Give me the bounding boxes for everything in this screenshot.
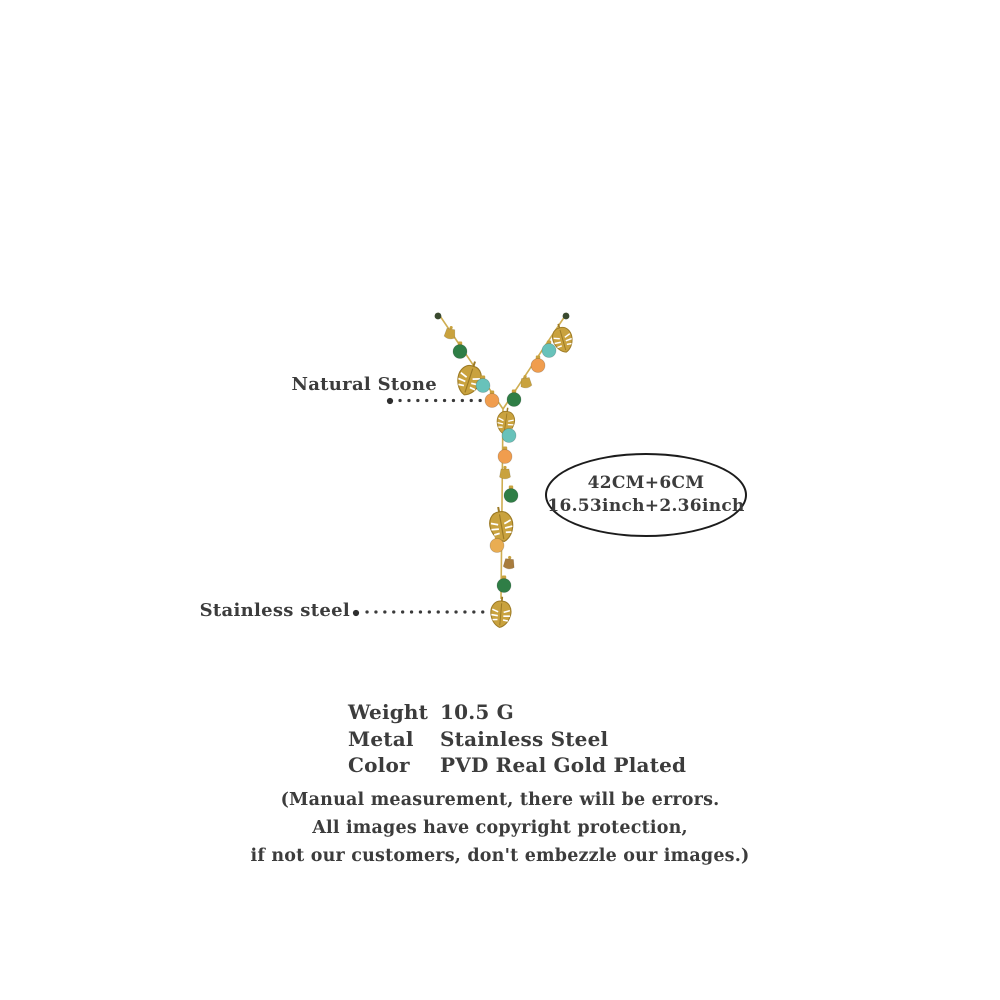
- disclaimer-line: (Manual measurement, there will be errors.: [280, 790, 720, 810]
- spec-label-color: Color: [348, 753, 410, 777]
- stone-bead-green: [453, 342, 467, 359]
- size-badge-cm: 42CM+6CM: [587, 473, 705, 493]
- spec-table: [348, 699, 686, 779]
- bell-charm: [519, 374, 532, 388]
- monstera-leaf-charm: [490, 596, 513, 628]
- size-badge-inch: 16.53inch+2.36inch: [547, 496, 745, 516]
- chain-end-bead: [563, 313, 570, 320]
- spec-value-metal: Stainless Steel: [440, 726, 609, 751]
- stone-bead-green: [504, 486, 518, 503]
- natural-stone-leader-dot: [387, 398, 393, 404]
- stone-bead-orange: [498, 447, 512, 464]
- size-badge: [545, 453, 747, 537]
- bell-charm: [500, 466, 511, 479]
- stone-bead-green: [497, 576, 511, 593]
- stone-bead-green: [507, 390, 521, 407]
- bell-charm: [444, 325, 457, 340]
- disclaimer: [230, 786, 770, 870]
- stainless-steel-leader-dot: [353, 610, 359, 616]
- stainless-steel-label: Stainless steel: [199, 600, 350, 621]
- stone-bead-orange: [485, 391, 499, 408]
- spec-label-metal: Metal: [348, 726, 414, 751]
- spec-value-weight: 10.5 G: [440, 700, 514, 724]
- disclaimer-line: All images have copyright protection,: [312, 818, 688, 838]
- chain-end-bead: [435, 313, 442, 320]
- natural-stone-label: Natural Stone: [291, 374, 437, 395]
- bell-charm: [503, 555, 515, 569]
- disclaimer-line: if not our customers, don't embezzle our images.): [250, 846, 750, 866]
- spec-label-weight: Weight: [348, 700, 429, 724]
- stone-bead-orange: [531, 356, 545, 373]
- spec-value-color: PVD Real Gold Plated: [440, 753, 687, 777]
